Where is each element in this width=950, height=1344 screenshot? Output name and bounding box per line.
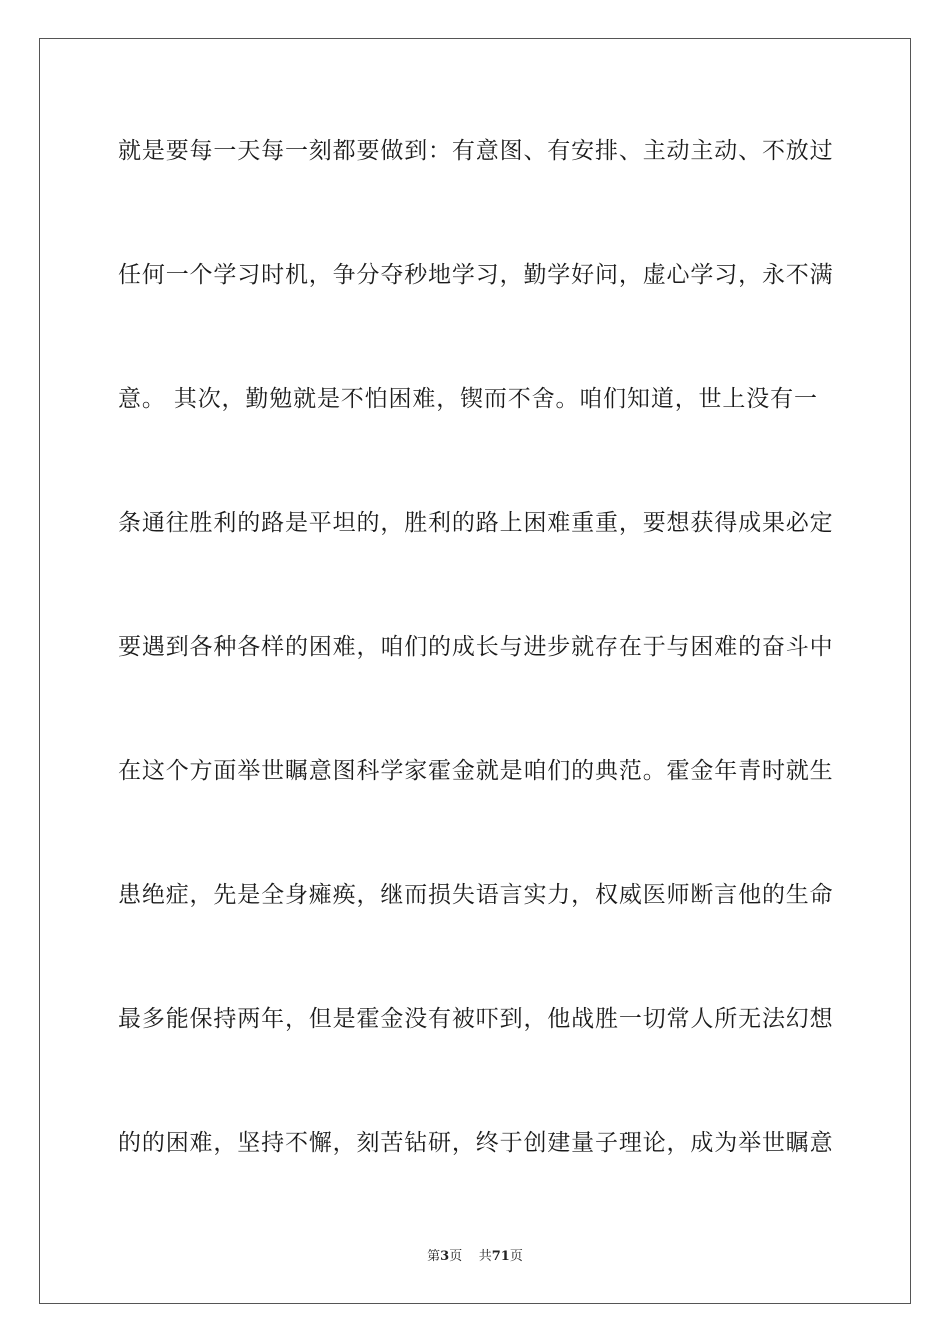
body-text-line: 就是要每一天每一刻都要做到：有意图、有安排、主动主动、不放过 xyxy=(118,138,834,164)
body-text-line: 条通往胜利的路是平坦的，胜利的路上困难重重，要想获得成果必定 xyxy=(118,510,834,536)
body-text-line: 要遇到各种各样的困难，咱们的成长与进步就存在于与困难的奋斗中 xyxy=(118,634,834,660)
page-suffix: 页 xyxy=(449,1249,463,1264)
body-text-line: 最多能保持两年，但是霍金没有被吓到，他战胜一切常人所无法幻想 xyxy=(118,1006,834,1032)
total-suffix: 页 xyxy=(509,1249,523,1264)
page-border xyxy=(39,38,911,1304)
body-text-line: 在这个方面举世瞩意图科学家霍金就是咱们的典范。霍金年青时就生 xyxy=(118,758,834,784)
body-text-line: 任何一个学习时机，争分夺秒地学习，勤学好问，虚心学习，永不满 xyxy=(118,262,834,288)
total-page-count: 71 xyxy=(491,1249,510,1264)
body-text-line: 患绝症，先是全身瘫痪，继而损失语言实力，权威医师断言他的生命 xyxy=(118,882,834,908)
current-page-number: 3 xyxy=(440,1249,450,1264)
body-text-line: 意。 其次，勤勉就是不怕困难，锲而不舍。咱们知道，世上没有一 xyxy=(118,386,818,412)
page-number-footer xyxy=(0,1248,950,1266)
body-text-line: 的的困难，坚持不懈，刻苦钻研，终于创建量子理论，成为举世瞩意 xyxy=(118,1130,834,1156)
page-prefix: 第 xyxy=(427,1249,441,1264)
total-prefix: 共 xyxy=(478,1249,492,1264)
